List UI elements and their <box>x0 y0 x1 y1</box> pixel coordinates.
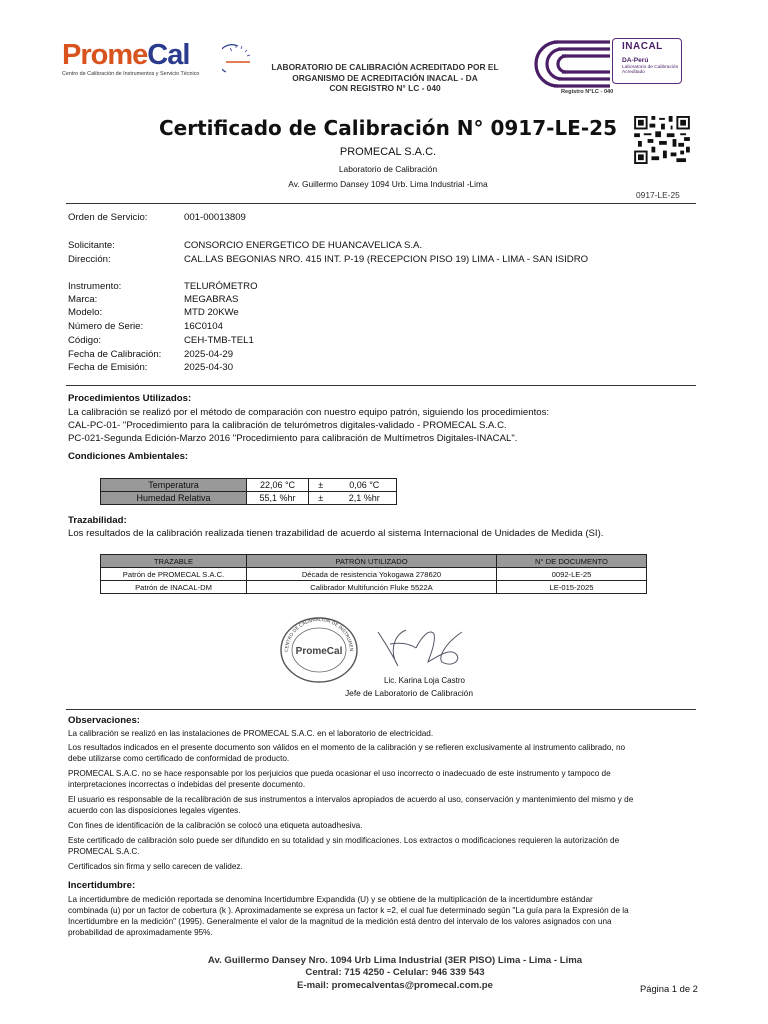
incertidumbre-line: Incertidumbre en la medición" (1995). Generalmente el valor de la magnitud de la medición está dentro del intervalo de los valores asignados con una <box>68 917 612 926</box>
procedimientos-line: CAL-PC-01- "Procedimiento para la calibración de telurómetros digitales-validado - PROMECAL S.A.C. <box>68 420 507 431</box>
incertidumbre-heading: Incertidumbre: <box>68 880 136 891</box>
observacion-line: PROMECAL S.A.C. no se hace responsable por los perjuicios que pueda ocasionar el uso incorrecto o inadecuado de este instrumento y tampoco de <box>68 769 611 778</box>
observaciones-heading: Observaciones: <box>68 715 140 726</box>
env-uncertainty: 0,06 °C <box>333 479 397 492</box>
table-cell: Patrón de PROMECAL S.A.C. <box>101 568 247 581</box>
procedimientos-line: La calibración se realizó por el método de comparación con nuestro equipo patrón, siguiendo los procedimientos: <box>68 407 550 418</box>
env-value: 22,06 °C <box>247 479 309 492</box>
qr-code-icon <box>634 116 690 164</box>
inacal-sub: DA-Perú <box>622 57 649 64</box>
field-label: Dirección: <box>68 254 111 265</box>
observacion-line: Este certificado de calibración solo puede ser difundido en su totalidad y sin modificaciones. Los extractos o modificaciones requieren la autorización de <box>68 836 620 845</box>
field-value: 2025-04-29 <box>184 349 234 360</box>
table-row <box>101 479 397 492</box>
incertidumbre-line: probabilidad de aproximadamente 95%. <box>68 928 213 937</box>
lab-accreditation-title <box>256 62 514 94</box>
certificate-company: PROMECAL S.A.C. <box>339 146 437 158</box>
inacal-accreditation-logo <box>528 34 703 100</box>
lab-title-line-1: LABORATORIO DE CALIBRACIÓN ACREDITADO POR EL <box>271 62 499 72</box>
condiciones-table <box>100 478 397 505</box>
env-label: Temperatura <box>101 479 247 492</box>
inacal-desc: Laboratorio de Calibración Acreditado <box>622 65 679 76</box>
logo-tagline: Centro de Calibración de Instrumentos y Servicio Técnico <box>62 71 200 77</box>
observacion-line: PROMECAL S.A.C. <box>68 847 140 856</box>
table-row <box>101 581 647 594</box>
observacion-line: Con fines de identificación de la calibración se colocó una etiqueta autoadhesiva. <box>68 821 363 830</box>
table-row <box>101 568 647 581</box>
field-value: TELURÓMETRO <box>184 281 258 292</box>
certificate-code: 0917-LE-25 <box>636 190 680 200</box>
incertidumbre-line: combinada (u) por un factor de cobertura (k ). Aproximadamente se expresa un factor k =2, el cual fue determinado según "La guía para la Expresión de la <box>68 906 629 915</box>
signature-icon <box>372 614 478 676</box>
table-cell: LE-015-2025 <box>497 581 647 594</box>
column-header: TRAZABLE <box>101 555 247 568</box>
env-plusminus: ± <box>309 479 333 492</box>
trazabilidad-heading: Trazabilidad: <box>68 515 127 526</box>
gauge-icon <box>222 42 252 76</box>
field-label: Marca: <box>68 294 98 305</box>
env-uncertainty: 2,1 %hr <box>333 492 397 505</box>
field-label: Fecha de Emisión: <box>68 362 148 373</box>
field-label: Número de Serie: <box>68 321 144 332</box>
table-cell: 0092-LE-25 <box>497 568 647 581</box>
observacion-line: Los resultados indicados en el presente documento son válidos en el momento de la calibración y se refieren exclusivamente al instrumento calibrado, no <box>68 743 626 752</box>
field-value: 2025-04-30 <box>184 362 234 373</box>
company-seal-icon <box>274 612 364 684</box>
inacal-registro: Registro N°LC - 040 <box>561 89 614 95</box>
logo-brand-b: Cal <box>147 39 190 71</box>
observacion-line: interpretaciones incorrectas o indebidas del presente documento. <box>68 780 306 789</box>
field-label: Código: <box>68 335 102 346</box>
condiciones-heading: Condiciones Ambientales: <box>68 451 189 462</box>
table-cell: Patrón de INACAL-DM <box>101 581 247 594</box>
certificate-title: Certificado de Calibración N° 0917-LE-25 <box>159 116 617 140</box>
incertidumbre-text <box>68 894 629 938</box>
divider <box>66 203 696 204</box>
lab-title-line-3: CON REGISTRO N° LC - 040 <box>329 83 441 93</box>
procedimientos-line: PC-021-Segunda Edición-Marzo 2016 "Procedimiento para calibración de Multímetros Digitales-INACAL". <box>68 433 518 444</box>
signer-name: Lic. Karina Loja Castro <box>384 676 465 685</box>
logo-brand-a: Prome <box>62 39 148 71</box>
env-plusminus: ± <box>309 492 333 505</box>
field-label: Modelo: <box>68 307 103 318</box>
signer-role: Jefe de Laboratorio de Calibración <box>344 688 474 698</box>
field-value: CONSORCIO ENERGETICO DE HUANCAVELICA S.A. <box>184 240 423 251</box>
table-row <box>101 492 397 505</box>
field-value: MTD 20KWe <box>184 307 239 318</box>
incertidumbre-line: La incertidumbre de medición reportada se denomina Incertidumbre Expandida (U) y se obtiene de la multiplicación de la incertidumbre estándar <box>68 895 593 904</box>
inacal-emblem-icon <box>528 36 614 92</box>
footer-phone: Central: 715 4250 - Celular: 946 339 543 <box>305 967 485 978</box>
observaciones-list <box>68 728 633 872</box>
field-value: 001-00013809 <box>184 212 246 223</box>
certificate-lab: Laboratorio de Calibración <box>338 164 438 174</box>
field-value: MEGABRAS <box>184 294 239 305</box>
observacion-line: El usuario es responsable de la recalibración de sus instrumentos a intervalos apropiados de acuerdo al uso, conservación y mantenimiento del mismo y de <box>68 795 634 804</box>
procedimientos-heading: Procedimientos Utilizados: <box>68 393 192 404</box>
certificate-address: Av. Guillermo Dansey 1094 Urb. Lima Industrial -Lima <box>288 179 488 189</box>
field-value: CEH-TMB-TEL1 <box>184 335 254 346</box>
trazabilidad-table <box>100 554 647 594</box>
promecal-logo <box>62 40 252 90</box>
field-label: Instrumento: <box>68 281 122 292</box>
svg-text:PromeCal: PromeCal <box>295 646 343 657</box>
table-header-row <box>101 555 647 568</box>
field-label: Fecha de Calibración: <box>68 349 162 360</box>
column-header: N° DE DOCUMENTO <box>497 555 647 568</box>
lab-title-line-2: ORGANISMO DE ACREDITACIÓN INACAL - DA <box>292 72 478 83</box>
footer-email: E-mail: promecalventas@promecal.com.pe <box>297 980 493 991</box>
inacal-name: INACAL <box>622 41 663 52</box>
env-value: 55,1 %hr <box>247 492 309 505</box>
observacion-line: debe utilizarse como certificado de conformidad de producto. <box>68 754 290 763</box>
field-label: Orden de Servicio: <box>68 212 148 223</box>
observacion-line: Certificados sin firma y sello carecen de validez. <box>68 862 243 871</box>
observacion-line: acuerdo con las disposiciones legales vigentes. <box>68 806 241 815</box>
table-cell: Década de resistencia Yokogawa 278620 <box>247 568 497 581</box>
table-cell: Calibrador Multifunción Fluke 5522A <box>247 581 497 594</box>
page-number: Página 1 de 2 <box>640 983 698 994</box>
divider <box>66 385 696 386</box>
field-label: Solicitante: <box>68 240 115 251</box>
divider <box>66 709 696 710</box>
env-label: Humedad Relativa <box>101 492 247 505</box>
field-value: CAL.LAS BEGONIAS NRO. 415 INT. P-19 (RECEPCION PISO 19) LIMA - LIMA - SAN ISIDRO <box>184 254 589 265</box>
trazabilidad-text: Los resultados de la calibración realizada tienen trazabilidad de acuerdo al sistema Internacional de Unidades de Medida (SI). <box>68 528 604 539</box>
field-value: 16C0104 <box>184 321 223 332</box>
column-header: PATRÓN UTILIZADO <box>247 555 497 568</box>
footer-address: Av. Guillermo Dansey Nro. 1094 Urb Lima Industrial (3ER PISO) Lima - Lima - Lima <box>207 955 583 966</box>
observacion-line: La calibración se realizó en las instalaciones de PROMECAL S.A.C. en el laboratorio de electricidad. <box>68 729 434 738</box>
svg-text:CENTRO DE CALIBRACIÓN DE INSTR: CENTRO DE CALIBRACIÓN DE INSTRUMEN <box>284 617 354 653</box>
